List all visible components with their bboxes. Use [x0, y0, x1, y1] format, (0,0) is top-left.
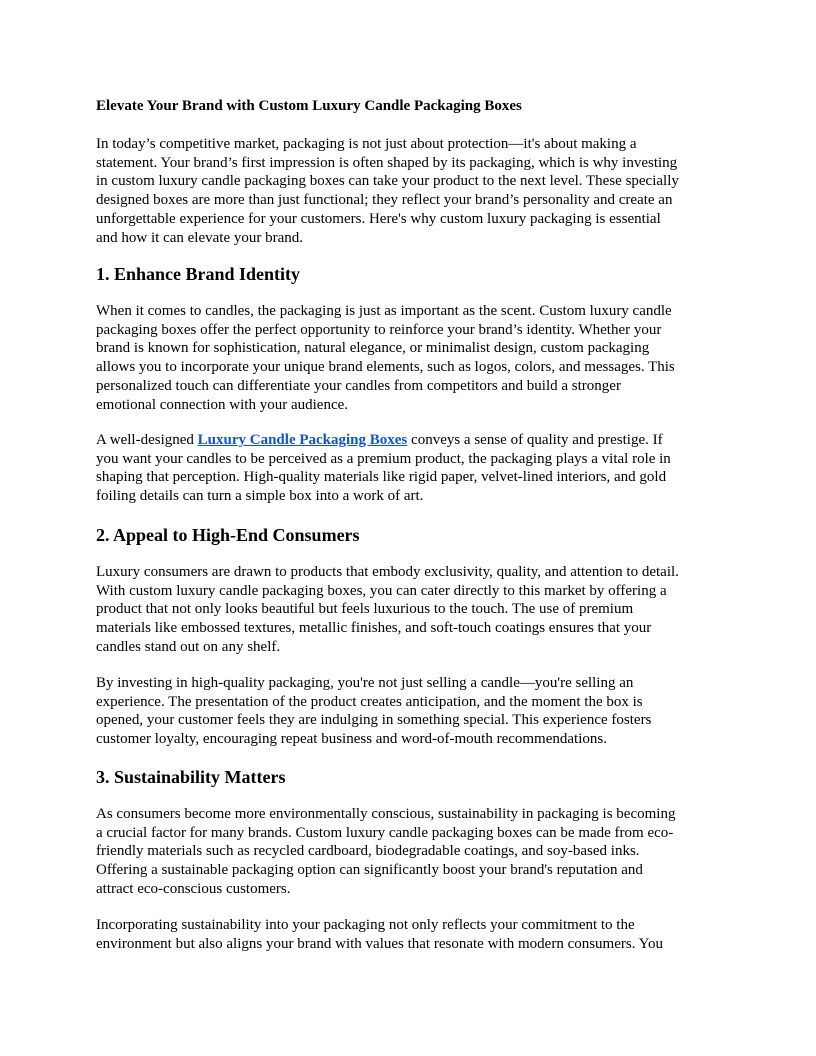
text-line: As consumers become more environmentally conscious, sustainability in packaging is becoming: [96, 806, 676, 822]
text-line: By investing in high-quality packaging, you're not just selling a candle—you're selling an: [96, 675, 634, 691]
text-line: environment but also aligns your brand with values that resonate with modern consumers. You: [96, 935, 663, 952]
text-line: Luxury consumers are drawn to products that embody exclusivity, quality, and attention to detail.: [96, 564, 679, 580]
text-line: designed boxes are more than just functional; they reflect your brand’s personality and create an: [96, 192, 673, 209]
text-line: in custom luxury candle packaging boxes can take your product to the next level. These specially: [96, 173, 679, 190]
text-line: you want your candles to be perceived as a premium product, the packaging plays a vital role in: [96, 450, 671, 467]
luxury-candle-packaging-boxes-link[interactable]: Luxury Candle Packaging Boxes: [197, 432, 408, 448]
text-line: opened, your customer feels they are indulging in something special. This experience fosters: [96, 712, 652, 729]
text-line: friendly materials such as recycled cardboard, biodegradable coatings, and soy-based inks.: [96, 843, 640, 860]
text-run: conveys a sense of quality and prestige. If: [407, 432, 663, 448]
section2-paragraph-2: [96, 674, 726, 749]
text-line: customer loyalty, encouraging repeat business and word-of-mouth recommendations.: [96, 731, 607, 748]
text-line: foiling details can turn a simple box into a work of art.: [96, 488, 424, 505]
text-line: With custom luxury candle packaging boxes, you can cater directly to this market by offering a: [96, 582, 667, 599]
text-line: statement. Your brand’s first impression is often shaped by its packaging, which is why investing: [96, 154, 678, 171]
text-line: emotional connection with your audience.: [96, 396, 349, 413]
text-line: candles stand out on any shelf.: [96, 638, 281, 655]
text-run: A well-designed: [96, 432, 198, 448]
section-heading-high-end-consumers: 2. Appeal to High-End Consumers: [96, 525, 360, 545]
intro-paragraph: [96, 135, 726, 247]
section2-paragraph-1: [96, 563, 726, 657]
section3-paragraph-1: [96, 805, 726, 899]
text-line: personalized touch can differentiate your candles from competitors and build a stronger: [96, 377, 621, 394]
text-line: packaging boxes offer the perfect opportunity to reinforce your brand’s identity. Whether your: [96, 321, 662, 338]
text-line: In today’s competitive market, packaging is not just about protection—it's about making a: [96, 136, 637, 152]
text-line: attract eco-conscious customers.: [96, 880, 291, 897]
text-line: product that not only looks beautiful but feels luxurious to the touch. The use of premium: [96, 601, 634, 618]
document-title: Elevate Your Brand with Custom Luxury Candle Packaging Boxes: [96, 98, 522, 114]
text-line: a crucial factor for many brands. Custom luxury candle packaging boxes can be made from eco-: [96, 824, 674, 841]
text-line: experience. The presentation of the product creates anticipation, and the moment the box is: [96, 693, 643, 710]
section1-paragraph-1: [96, 302, 726, 414]
text-line: When it comes to candles, the packaging is just as important as the scent. Custom luxury candle: [96, 303, 672, 319]
text-line: Offering a sustainable packaging option can significantly boost your brand's reputation and: [96, 862, 643, 879]
section1-paragraph-2: [96, 431, 726, 506]
text-line: Incorporating sustainability into your packaging not only reflects your commitment to the: [96, 917, 635, 933]
section-heading-brand-identity: 1. Enhance Brand Identity: [96, 264, 301, 284]
section-heading-sustainability: 3. Sustainability Matters: [96, 767, 286, 787]
section3-paragraph-2: [96, 916, 726, 953]
text-line: allows you to incorporate your unique brand elements, such as logos, colors, and messages. This: [96, 359, 675, 376]
text-line: [96, 431, 726, 450]
text-line: unforgettable experience for your customers. Here's why custom luxury packaging is essential: [96, 210, 661, 227]
text-line: and how it can elevate your brand.: [96, 229, 304, 246]
text-line: brand is known for sophistication, natural elegance, or minimalist design, custom packaging: [96, 340, 650, 357]
text-line: shaping that perception. High-quality materials like rigid paper, velvet-lined interiors, and gold: [96, 469, 667, 486]
text-line: materials like embossed textures, metallic finishes, and soft-touch coatings ensures that your: [96, 620, 652, 637]
